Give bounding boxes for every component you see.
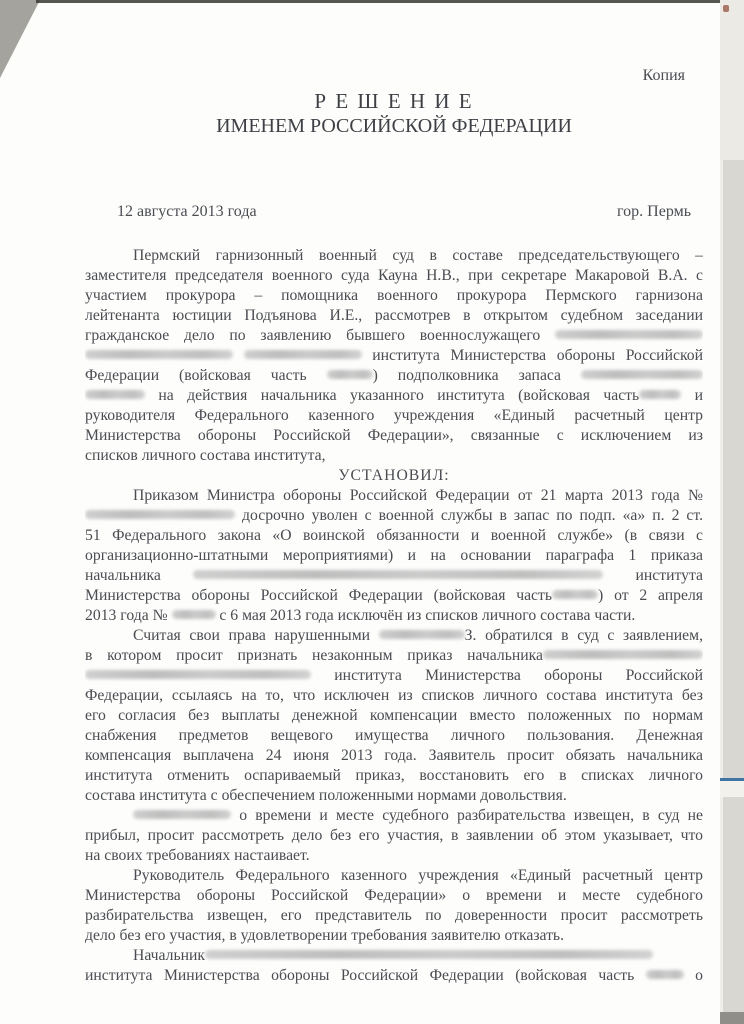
- redaction-mark: [133, 810, 231, 819]
- text-segment: Приказом Министра обороны Российской Федерации от 21 марта 2013 года №: [133, 487, 703, 504]
- text-line: [85, 286, 703, 306]
- text-segment: 2013 года №: [85, 607, 172, 624]
- text-line: [85, 806, 703, 826]
- redaction-mark: [639, 390, 681, 399]
- redaction-mark: [172, 610, 216, 619]
- edge-strip-top-band: [720, 0, 744, 160]
- text-segment: Считая свои права нарушенными: [133, 627, 379, 644]
- text-segment: Начальник: [133, 947, 206, 964]
- text-line: [85, 646, 703, 666]
- text-line: [85, 386, 703, 406]
- text-segment: Пермский гарнизонный военный суд в составе председательствующего –: [133, 247, 703, 264]
- redaction-mark: [581, 370, 703, 379]
- text-segment: начальника: [85, 567, 194, 584]
- redaction-mark: [555, 330, 703, 339]
- text-segment: Федерации, ссылаясь на то, что исключен из списков личного состава института без: [85, 687, 703, 704]
- paragraph: [85, 246, 703, 466]
- text-line: [85, 826, 703, 846]
- text-line: [85, 546, 703, 566]
- redaction-mark: [85, 670, 311, 679]
- text-line: [85, 406, 703, 426]
- paragraph: [85, 806, 703, 866]
- text-line: [85, 906, 703, 926]
- text-line: [85, 666, 703, 686]
- redaction-mark: [205, 950, 653, 959]
- text-line: [85, 686, 703, 706]
- text-segment: разбирательства извещен, его представитель по доверенности просит рассмотреть: [85, 907, 703, 924]
- text-line: [85, 706, 703, 726]
- text-segment: ) подполковника запаса: [372, 367, 581, 384]
- paragraph: [85, 466, 703, 486]
- adjacent-page-edge: [720, 0, 744, 1024]
- text-segment: на своих требованиях настаивает.: [85, 847, 310, 864]
- paragraph: [85, 626, 703, 806]
- text-line: [85, 526, 703, 546]
- copy-label: Копия: [642, 67, 685, 84]
- text-segment: его согласия без выплаты денежной компенсации вместо положенных по нормам: [85, 707, 703, 724]
- text-line: [85, 266, 703, 286]
- text-segment: снабжения предметов вещевого имущества личного пользования. Денежная: [85, 727, 703, 744]
- decision-title: Р Е Ш Е Н И Е: [314, 89, 474, 113]
- text-line: [85, 446, 703, 466]
- text-segment: института: [603, 567, 703, 584]
- text-line: [85, 426, 703, 446]
- text-segment: участием прокурора – помощника военного прокурора Пермского гарнизона: [85, 287, 703, 304]
- text-segment: организационно-штатными мероприятиями) и на основании параграфа 1 приказа: [85, 547, 703, 564]
- text-segment: состава института с обеспечением положенными нормами довольствия.: [85, 787, 567, 804]
- text-line: [85, 926, 703, 946]
- decision-date: 12 августа 2013 года: [117, 203, 257, 220]
- text-line: [85, 786, 703, 806]
- date-place-row: [85, 202, 703, 222]
- text-line: [85, 626, 703, 646]
- text-line: [85, 886, 703, 906]
- text-segment: досрочно уволен с военной службы в запас по подп. «а» п. 2 ст.: [235, 507, 703, 524]
- text-line: [85, 326, 703, 346]
- text-segment: дело без его участия, в удовлетворении требования заявителю отказать.: [85, 927, 565, 944]
- text-segment: Министерства обороны Российской Федерации», связанные с исключением из: [85, 427, 703, 444]
- decision-place: гор. Пермь: [617, 203, 691, 220]
- text-segment: и: [681, 387, 703, 404]
- text-segment: института Министерства обороны Российской: [311, 667, 703, 684]
- text-line: [85, 306, 703, 326]
- text-line: [85, 846, 703, 866]
- text-segment: 51 Федерального закона «О воинской обязанности и военной службе» (в связи с: [85, 527, 703, 544]
- paragraph: [85, 946, 703, 986]
- text-segment: Руководитель Федерального казенного учреждения «Единый расчетный центр: [133, 867, 703, 884]
- redaction-mark: [646, 970, 684, 979]
- text-segment: гражданское дело по заявлению бывшего военнослужащего: [85, 327, 555, 344]
- text-segment: УСТАНОВИЛ:: [338, 467, 450, 484]
- text-line: [85, 366, 703, 386]
- text-line: [85, 486, 703, 506]
- text-line: [85, 586, 703, 606]
- text-line: [85, 766, 703, 786]
- paragraph: [85, 866, 703, 946]
- text-line: [85, 246, 703, 266]
- text-line: [85, 946, 703, 966]
- text-line: [85, 506, 703, 526]
- text-segment: [233, 347, 244, 364]
- text-segment: списков личного состава института,: [85, 447, 326, 464]
- text-line: [85, 746, 703, 766]
- scan-edge-line: [36, 0, 734, 3]
- paragraph: [85, 486, 703, 626]
- text-segment: Федерации (войсковая часть: [85, 367, 327, 384]
- text-segment: лейтенанта юстиции Подъянова И.Е., рассмотрев в открытом судебном заседании: [85, 307, 703, 324]
- text-segment: института Министерства обороны Российской: [361, 347, 703, 364]
- text-segment: З. обратился в суд с заявлением,: [464, 627, 703, 644]
- redaction-mark: [379, 630, 465, 639]
- text-line: [85, 966, 703, 986]
- text-line: [85, 346, 703, 366]
- redaction-mark: [543, 650, 703, 659]
- text-segment: о времени и месте судебного разбирательства извещен, в суд не: [231, 807, 703, 824]
- text-segment: в котором просит признать незаконным приказ начальника: [85, 647, 543, 664]
- edge-strip-light-band: [720, 781, 744, 797]
- text-segment: Министерства обороны Российской Федерации» о времени и месте судебного: [85, 887, 703, 904]
- redaction-mark: [244, 350, 362, 359]
- document-body: [85, 246, 703, 986]
- text-segment: института отменить оспариваемый приказ, восстановить его в списках личного: [85, 767, 703, 784]
- text-line: [85, 866, 703, 886]
- text-segment: прибыл, просит рассмотреть дело без его участия, в заявлении об этом указывает, что: [85, 827, 703, 844]
- text-segment: компенсация выплачена 24 июня 2013 года. Заявитель просит обязать начальника: [85, 747, 703, 764]
- redaction-mark: [85, 390, 145, 399]
- redaction-mark: [327, 370, 373, 379]
- decision-subtitle: ИМЕНЕМ РОССИЙСКОЙ ФЕДЕРАЦИИ: [216, 115, 572, 137]
- text-segment: заместителя председателя военного суда Кауна Н.В., при секретаре Макаровой В.А. с: [85, 267, 703, 284]
- redaction-mark: [193, 570, 603, 579]
- redaction-mark: [552, 590, 598, 599]
- text-segment: Министерства обороны Российской Федерации (войсковая часть: [85, 587, 553, 604]
- edge-strip-bottom-block: [720, 1012, 744, 1024]
- text-segment: о: [683, 967, 703, 984]
- text-line: [85, 606, 703, 626]
- text-segment: института Министерства обороны Российской Федерации (войсковая часть: [85, 967, 646, 984]
- text-segment: на действия начальника указанного института (войсковая часть: [145, 387, 640, 404]
- text-line: [85, 466, 703, 486]
- text-line: [85, 726, 703, 746]
- redaction-mark: [85, 510, 235, 519]
- text-segment: с 6 мая 2013 года исключён из списков личного состава части.: [215, 607, 636, 624]
- text-segment: ) от 2 апреля: [598, 587, 703, 604]
- redaction-mark: [85, 350, 233, 359]
- red-speck-mark: [723, 5, 729, 12]
- text-line: [85, 566, 703, 586]
- text-segment: руководителя Федерального казенного учреждения «Единый расчетный центр: [85, 407, 703, 424]
